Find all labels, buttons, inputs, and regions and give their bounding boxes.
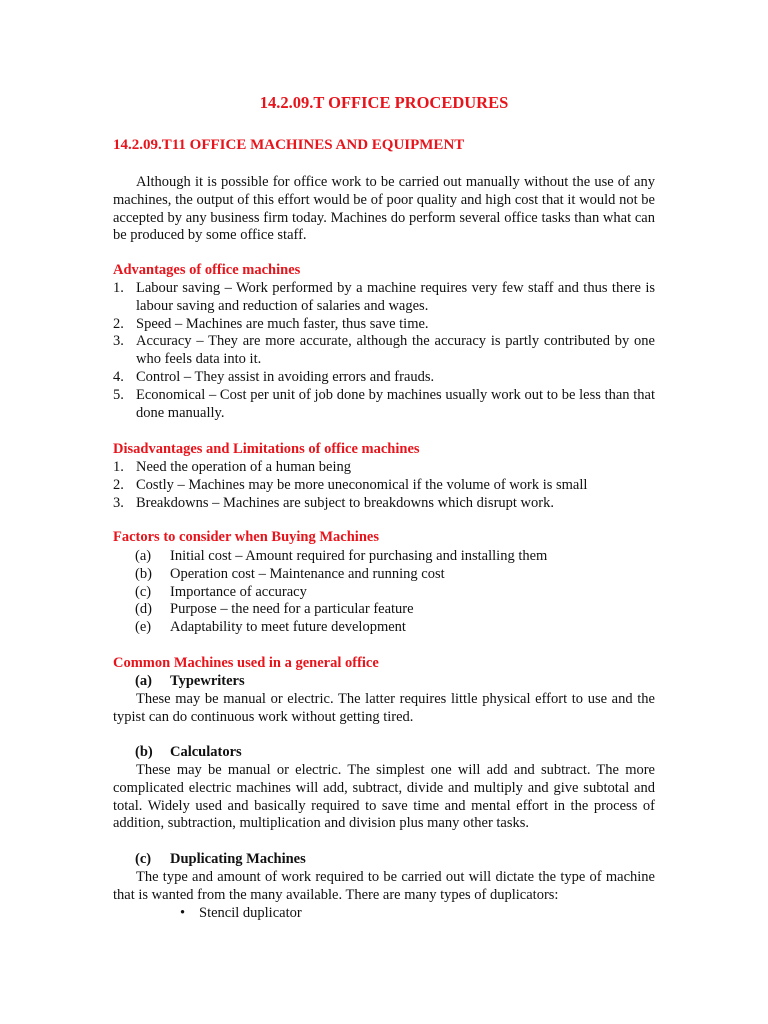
item-label: (a)	[135, 548, 152, 564]
duplicating-text: The type and amount of work required to be carried out will dictate the type of machine that is wanted from the many available. There are many types of duplicators:	[113, 869, 655, 903]
bullet-item	[180, 905, 302, 922]
page-title: 14.2.09.T OFFICE PROCEDURES	[259, 93, 509, 112]
calculators-text: These may be manual or electric. The simplest one will add and subtract. The more complicated electric machines will add, subtract, divide and multiply and give subtotal and total. Widely used and basically required to save time and mental effort in the process of addition, subtraction, multiplication and division plus many other tasks.	[113, 762, 655, 832]
advantages-list	[113, 280, 655, 422]
list-item	[135, 619, 655, 637]
item-text: Speed – Machines are much faster, thus save time.	[136, 315, 429, 332]
duplicating-paragraph	[113, 869, 655, 905]
calculators-heading	[135, 744, 242, 761]
advantages-heading: Advantages of office machines	[113, 262, 301, 278]
list-item	[135, 584, 655, 602]
item-label: (d)	[135, 601, 152, 618]
intro-paragraph	[113, 174, 655, 245]
subhead-title: Typewriters	[170, 673, 245, 689]
item-text: Economical – Cost per unit of job done by machines usually work out to be less than that done manually.	[136, 386, 655, 421]
subhead-title: Duplicating Machines	[170, 851, 306, 867]
list-item	[113, 333, 655, 369]
list-item	[135, 601, 655, 619]
item-text: Accuracy – They are more accurate, although the accuracy is partly contributed by one who feels data into it.	[136, 333, 655, 368]
typewriters-heading	[135, 673, 245, 690]
item-text: Need the operation of a human being	[136, 459, 352, 475]
typewriters-paragraph	[113, 691, 655, 727]
subhead-title: Calculators	[170, 744, 242, 760]
disadvantages-list	[113, 459, 655, 512]
factors-list	[135, 548, 655, 637]
item-text: Control – They assist in avoiding errors and frauds.	[136, 368, 435, 385]
typewriters-text: These may be manual or electric. The latter requires little physical effort to use and the typist can do continuous work without getting tired.	[113, 691, 655, 725]
list-item	[113, 495, 655, 513]
calculators-paragraph	[113, 762, 655, 833]
item-text: Costly – Machines may be more uneconomical if the volume of work is small	[136, 476, 588, 493]
bullet-text: Stencil duplicator	[199, 905, 302, 921]
list-item	[113, 280, 655, 316]
item-text: Purpose – the need for a particular feature	[170, 601, 414, 618]
subhead-label: (a)	[135, 673, 152, 689]
list-item	[113, 477, 655, 495]
common-machines-heading: Common Machines used in a general office	[113, 655, 379, 671]
item-number: 3.	[113, 333, 124, 350]
factors-heading: Factors to consider when Buying Machines	[113, 529, 379, 545]
item-text: Breakdowns – Machines are subject to breakdowns which disrupt work.	[136, 494, 554, 511]
item-text: Adaptability to meet future development	[170, 619, 406, 636]
section-title: 14.2.09.T11 OFFICE MACHINES AND EQUIPMENT	[113, 137, 465, 153]
item-number: 1.	[113, 459, 124, 475]
item-number: 2.	[113, 315, 124, 332]
item-text: Initial cost – Amount required for purchasing and installing them	[170, 548, 548, 564]
list-item	[113, 316, 655, 334]
item-text: Labour saving – Work performed by a machine requires very few staff and thus there is labour saving and reduction of salaries and wages.	[136, 280, 655, 314]
item-number: 4.	[113, 368, 124, 385]
list-item	[135, 548, 655, 566]
item-label: (c)	[135, 583, 152, 600]
item-number: 3.	[113, 494, 124, 511]
list-item	[113, 459, 655, 477]
item-text: Operation cost – Maintenance and running cost	[170, 565, 445, 582]
bullet-icon: •	[180, 905, 186, 921]
item-number: 1.	[113, 280, 124, 296]
duplicating-heading	[135, 851, 306, 868]
item-number: 5.	[113, 386, 124, 403]
item-text: Importance of accuracy	[170, 583, 307, 600]
subhead-label: (b)	[135, 744, 153, 760]
intro-text: Although it is possible for office work to be carried out manually without the use of any machines, the output of this effort would be of poor quality and high cost that it would not be accepted by any business firm today. Machines do perform several office tasks than what can be produced by some office staff.	[113, 174, 655, 244]
list-item	[113, 369, 655, 387]
item-number: 2.	[113, 476, 124, 493]
item-label: (b)	[135, 565, 152, 582]
subhead-label: (c)	[135, 851, 152, 867]
disadvantages-heading: Disadvantages and Limitations of office machines	[113, 441, 420, 457]
item-label: (e)	[135, 619, 152, 636]
list-item	[135, 566, 655, 584]
list-item	[113, 387, 655, 423]
